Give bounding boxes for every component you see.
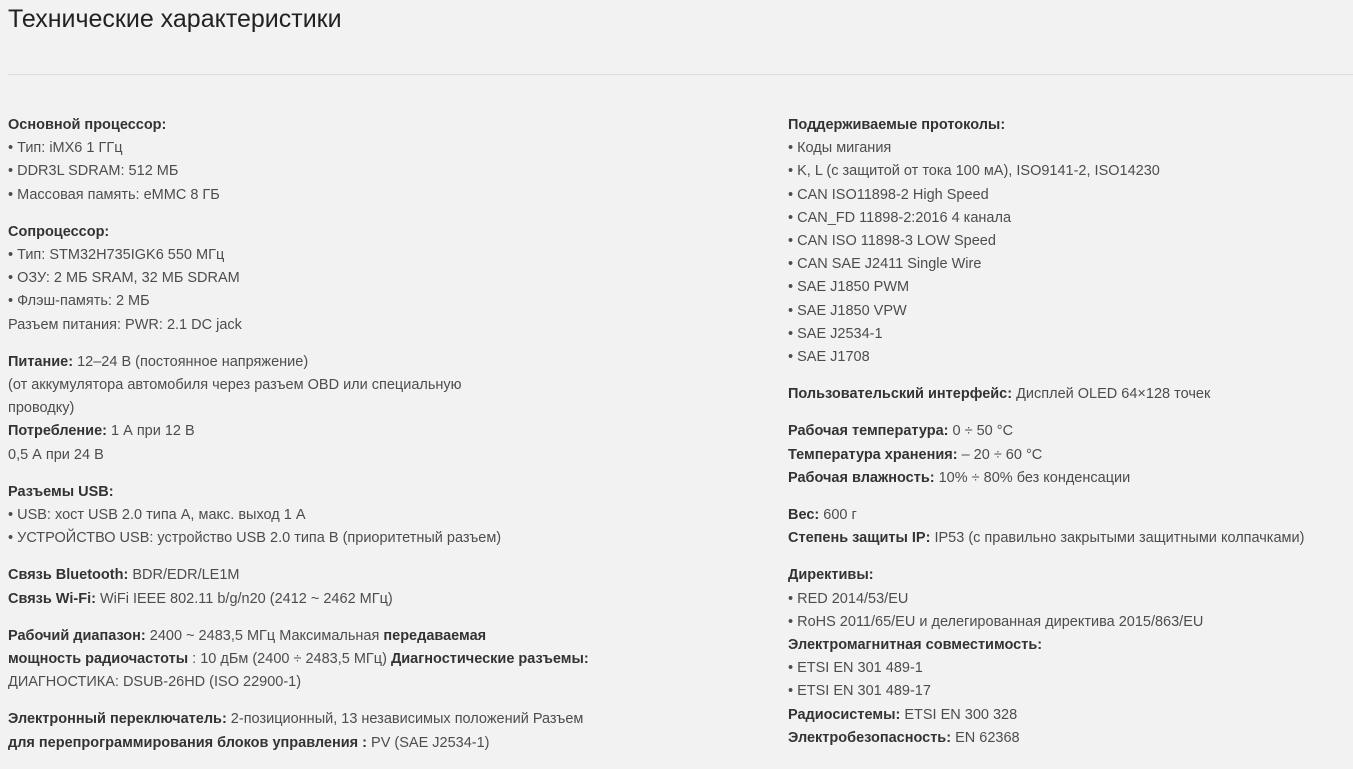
protocol-item: • Коды мигания xyxy=(788,140,892,157)
protocol-item: • CAN ISO 11898-3 LOW Speed xyxy=(788,233,996,250)
power-note: (от аккумулятора автомобиля через разъем OBD или специальную xyxy=(8,377,462,394)
op-temp-label: Рабочая температура: xyxy=(788,423,949,440)
rf-power-label-1: передаваемая xyxy=(383,627,487,644)
main-cpu-item: • Массовая память: eMMC 8 ГБ xyxy=(8,186,220,203)
usb-heading: Разъемы USB: xyxy=(8,483,114,500)
protocol-item: • SAE J2534-1 xyxy=(788,325,883,342)
wifi-value: WiFi IEEE 802.11 b/g/n20 (2412 ~ 2462 МГц) xyxy=(95,590,393,607)
wifi-label: Связь Wi-Fi: xyxy=(8,590,96,607)
protocol-item: • K, L (с защитой от тока 100 мА), ISO9141-2, ISO14230 xyxy=(788,163,1160,180)
consumption-label: Потребление: xyxy=(8,423,107,440)
radio-systems-label: Радиосистемы: xyxy=(788,706,901,723)
usb-section xyxy=(8,481,688,551)
switch-value: 2-позиционный, 13 независимых положений Разъем xyxy=(226,711,584,728)
power-label: Питание: xyxy=(8,353,74,370)
storage-temp-label: Температура хранения: xyxy=(788,446,958,463)
power-connector-text: Разъем питания: PWR: 2.1 DC jack xyxy=(8,316,242,333)
specs-right-column xyxy=(788,114,1353,764)
coprocessor-item: • Тип: STM32H735IGK6 550 МГц xyxy=(8,247,225,264)
ui-section xyxy=(788,383,1353,406)
bluetooth-label: Связь Bluetooth: xyxy=(8,567,129,584)
humidity-value: 10% ÷ 80% без конденсации xyxy=(934,469,1131,486)
protocol-item: • SAE J1850 PWM xyxy=(788,279,910,296)
ip-rating-value: IP53 (с правильно закрытыми защитными колпачками) xyxy=(930,530,1305,547)
protocol-item: • SAE J1708 xyxy=(788,349,870,366)
ip-rating-label: Степень защиты IP: xyxy=(788,530,931,547)
emc-heading: Электромагнитная совместимость: xyxy=(788,637,1043,654)
directive-item: • RoHS 2011/65/EU и делегированная директива 2015/863/EU xyxy=(788,613,1204,630)
bluetooth-value: BDR/EDR/LE1M xyxy=(128,567,240,584)
protocol-item: • CAN_FD 11898-2:2016 4 канала xyxy=(788,209,1012,226)
protocol-item: • CAN SAE J2411 Single Wire xyxy=(788,256,982,273)
consumption-value-2: 0,5 А при 24 В xyxy=(8,446,104,463)
range-value: 2400 ~ 2483,5 МГц Максимальная xyxy=(145,627,384,644)
physical-section xyxy=(788,504,1353,550)
rf-power-value: : 10 дБм (2400 ÷ 2483,5 МГц) xyxy=(188,651,391,668)
usb-item: • USB: хост USB 2.0 типа A, макс. выход 1 A xyxy=(8,507,306,524)
diag-connectors-label: Диагностические разъемы: xyxy=(390,651,589,668)
protocol-item: • SAE J1850 VPW xyxy=(788,302,907,319)
emc-item: • ETSI EN 301 489-1 xyxy=(788,660,923,677)
main-cpu-item: • Тип: iMX6 1 ГГц xyxy=(8,140,123,157)
main-cpu-heading: Основной процессор: xyxy=(8,117,167,133)
electrical-safety-value: EN 62368 xyxy=(951,729,1020,746)
emc-item: • ETSI EN 301 489-17 xyxy=(788,683,931,700)
directives-heading: Директивы: xyxy=(788,567,874,584)
reprog-value: PV (SAE J2534-1) xyxy=(367,734,490,751)
humidity-label: Рабочая влажность: xyxy=(788,469,935,486)
protocols-heading: Поддерживаемые протоколы: xyxy=(788,117,1006,133)
coprocessor-item: • Флэш-память: 2 МБ xyxy=(8,293,150,310)
directives-section xyxy=(788,564,1353,750)
power-value: 12–24 В (постоянное напряжение) xyxy=(73,353,309,370)
directive-item: • RED 2014/53/EU xyxy=(788,590,909,607)
power-note: проводку) xyxy=(8,400,75,417)
coprocessor-heading: Сопроцессор: xyxy=(8,223,110,240)
wireless-section xyxy=(8,564,688,610)
ui-value: Дисплей OLED 64×128 точек xyxy=(1012,386,1211,403)
switch-label: Электронный переключатель: xyxy=(8,711,227,728)
main-cpu-item: • DDR3L SDRAM: 512 МБ xyxy=(8,163,179,180)
specs-left-column xyxy=(8,114,688,769)
title-divider xyxy=(8,74,1353,75)
coprocessor-item: • ОЗУ: 2 МБ SRAM, 32 МБ SDRAM xyxy=(8,270,240,287)
weight-value: 600 г xyxy=(819,507,857,524)
weight-label: Вес: xyxy=(788,507,820,524)
protocol-item: • CAN ISO11898-2 High Speed xyxy=(788,186,989,203)
consumption-value: 1 А при 12 В xyxy=(107,423,195,440)
coprocessor-section xyxy=(8,221,688,337)
diag-connectors-value: ДИАГНОСТИКА: DSUB-26HD (ISO 22900-1) xyxy=(8,674,302,691)
electrical-safety-label: Электробезопасность: xyxy=(788,729,952,746)
switch-section xyxy=(8,708,688,754)
range-label: Рабочий диапазон: xyxy=(8,627,146,644)
environment-section xyxy=(788,420,1353,490)
op-temp-value: 0 ÷ 50 °C xyxy=(948,423,1014,440)
usb-item: • УСТРОЙСТВО USB: устройство USB 2.0 типа B (приоритетный разъем) xyxy=(8,530,502,547)
storage-temp-value: – 20 ÷ 60 °C xyxy=(957,446,1043,463)
power-section xyxy=(8,351,688,467)
ui-label: Пользовательский интерфейс: xyxy=(788,386,1013,403)
page-title: Технические характеристики xyxy=(8,5,342,33)
reprog-label: для перепрограммирования блоков управления : xyxy=(8,734,367,751)
radio-section xyxy=(8,625,688,695)
radio-systems-value: ETSI EN 300 328 xyxy=(900,706,1018,723)
protocols-section xyxy=(788,114,1353,369)
rf-power-label-2: мощность радиочастоты xyxy=(8,651,189,668)
main-cpu-section xyxy=(8,114,688,207)
